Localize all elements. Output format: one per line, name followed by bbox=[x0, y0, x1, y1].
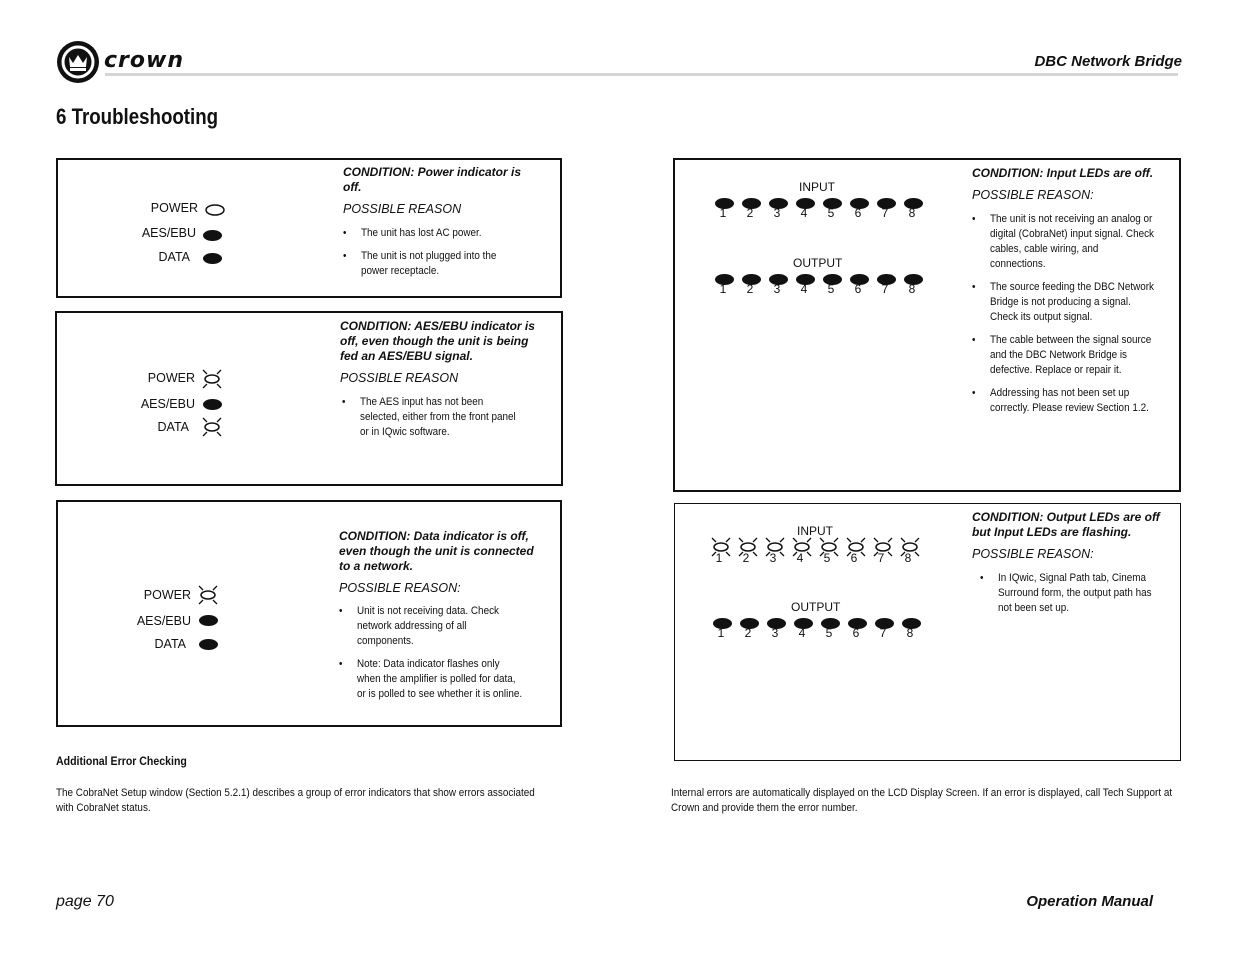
channel-number: 8 bbox=[908, 282, 916, 296]
channel-number: 4 bbox=[796, 551, 804, 565]
led-on-icon bbox=[199, 639, 218, 650]
channel-number: 1 bbox=[715, 551, 723, 565]
indicator-aes-label: AES/EBU bbox=[136, 614, 191, 628]
channel-number: 4 bbox=[798, 626, 806, 640]
indicator-aes-label: AES/EBU bbox=[141, 226, 196, 240]
indicator-power-label: POWER bbox=[147, 371, 195, 385]
led-on-icon bbox=[203, 253, 222, 264]
channel-number: 1 bbox=[717, 626, 725, 640]
channel-number: 5 bbox=[825, 626, 833, 640]
list-item: • Unit is not receiving data. Check network addressing of all components. bbox=[339, 604, 524, 649]
reason-heading: POSSIBLE REASON bbox=[343, 202, 462, 216]
channel-number: 2 bbox=[746, 282, 754, 296]
condition-data: CONDITION: Data indicator is off, even though the unit is connected to a network. bbox=[339, 529, 534, 573]
channel-number: 3 bbox=[769, 551, 777, 565]
led-on-icon bbox=[199, 615, 218, 626]
led-flashing-icon bbox=[200, 369, 224, 389]
condition-power: CONDITION: Power indicator is off. bbox=[343, 165, 522, 194]
indicator-data-label: DATA bbox=[154, 637, 186, 651]
additional-text: The CobraNet Setup window (Section 5.2.1) describes a group of error indicators that show errors associated with CobraNet status. bbox=[56, 787, 535, 814]
reason-list bbox=[980, 571, 1180, 624]
list-item: • The AES input has not been selected, either from the front panel or in IQwic software. bbox=[342, 395, 522, 440]
channel-number: 5 bbox=[827, 282, 835, 296]
channel-number: 1 bbox=[719, 282, 727, 296]
channel-number: 5 bbox=[823, 551, 831, 565]
channel-number: 8 bbox=[904, 551, 912, 565]
additional-heading: Additional Error Checking bbox=[56, 754, 187, 768]
input-label: INPUT bbox=[799, 180, 835, 194]
led-off-icon bbox=[203, 200, 227, 220]
channel-number: 6 bbox=[850, 551, 858, 565]
channel-number: 8 bbox=[906, 626, 914, 640]
channel-number: 4 bbox=[800, 282, 808, 296]
reason-list bbox=[339, 604, 544, 710]
indicator-data-label: DATA bbox=[158, 250, 190, 264]
internal-errors-text: Internal errors are automatically displayed on the LCD Display Screen. If an error is displayed, call Tech Support at Crown and provide them the error number. bbox=[671, 787, 1173, 814]
condition-output: CONDITION: Output LEDs are off but Input LEDs are flashing. bbox=[972, 510, 1160, 539]
manual-title: Operation Manual bbox=[1026, 893, 1153, 910]
reason-list bbox=[342, 395, 542, 448]
channel-number: 2 bbox=[746, 206, 754, 220]
channel-number: 7 bbox=[877, 551, 885, 565]
channel-number: 3 bbox=[773, 206, 781, 220]
indicator-power-label: POWER bbox=[150, 201, 198, 215]
panel-output-leds-off bbox=[674, 503, 1181, 761]
reason-heading: POSSIBLE REASON: bbox=[972, 188, 1094, 202]
reason-heading: POSSIBLE REASON bbox=[340, 371, 459, 385]
condition-input: CONDITION: Input LEDs are off. bbox=[972, 166, 1154, 180]
page-number: page 70 bbox=[56, 893, 114, 910]
channel-number: 7 bbox=[881, 206, 889, 220]
input-label: INPUT bbox=[797, 524, 833, 538]
channel-number: 2 bbox=[742, 551, 750, 565]
reason-list bbox=[972, 212, 1177, 424]
channel-number: 7 bbox=[879, 626, 887, 640]
reason-list bbox=[343, 226, 543, 287]
led-flashing-icon bbox=[200, 417, 224, 437]
section-title: 6 Troubleshooting bbox=[56, 104, 219, 129]
product-name: DBC Network Bridge bbox=[1034, 53, 1182, 70]
channel-number: 7 bbox=[881, 282, 889, 296]
led-on-icon bbox=[203, 230, 222, 241]
channel-number: 4 bbox=[800, 206, 808, 220]
list-item: • The cable between the signal source and the DBC Network Bridge is defective. Replace or repair it. bbox=[972, 333, 1157, 378]
channel-number: 3 bbox=[771, 626, 779, 640]
list-item: • The unit has lost AC power. bbox=[343, 226, 523, 241]
condition-aes: CONDITION: AES/EBU indicator is off, even though the unit is being fed an AES/EBU signal. bbox=[340, 319, 535, 363]
indicator-aes-label: AES/EBU bbox=[140, 397, 195, 411]
output-label: OUTPUT bbox=[791, 600, 841, 614]
reason-heading: POSSIBLE REASON: bbox=[972, 547, 1094, 561]
reason-heading: POSSIBLE REASON: bbox=[339, 581, 461, 595]
list-item: • The unit is not plugged into the power receptacle. bbox=[343, 249, 523, 279]
crown-logo-icon bbox=[56, 40, 100, 84]
list-item: • The unit is not receiving an analog or digital (CobraNet) input signal. Check cables, cable wiring, and connections. bbox=[972, 212, 1157, 272]
list-item: • In IQwic, Signal Path tab, Cinema Surround form, the output path has not been set up. bbox=[980, 571, 1160, 616]
channel-number: 1 bbox=[719, 206, 727, 220]
list-item: • Addressing has not been set up correctly. Please review Section 1.2. bbox=[972, 386, 1157, 416]
channel-number: 8 bbox=[908, 206, 916, 220]
indicator-data-label: DATA bbox=[157, 420, 189, 434]
channel-number: 6 bbox=[852, 626, 860, 640]
output-label: OUTPUT bbox=[793, 256, 843, 270]
channel-number: 6 bbox=[854, 282, 862, 296]
channel-number: 6 bbox=[854, 206, 862, 220]
led-flashing-icon bbox=[196, 585, 220, 605]
channel-number: 3 bbox=[773, 282, 781, 296]
header-rule bbox=[105, 73, 1178, 76]
led-on-icon bbox=[203, 399, 222, 410]
channel-number: 5 bbox=[827, 206, 835, 220]
channel-number: 2 bbox=[744, 626, 752, 640]
list-item: • Note: Data indicator flashes only when the amplifier is polled for data, or is polled to see whether it is online. bbox=[339, 657, 524, 702]
logo-wordmark: crown bbox=[104, 48, 184, 73]
list-item: • The source feeding the DBC Network Bridge is not producing a signal. Check its output signal. bbox=[972, 280, 1157, 325]
indicator-power-label: POWER bbox=[143, 588, 191, 602]
